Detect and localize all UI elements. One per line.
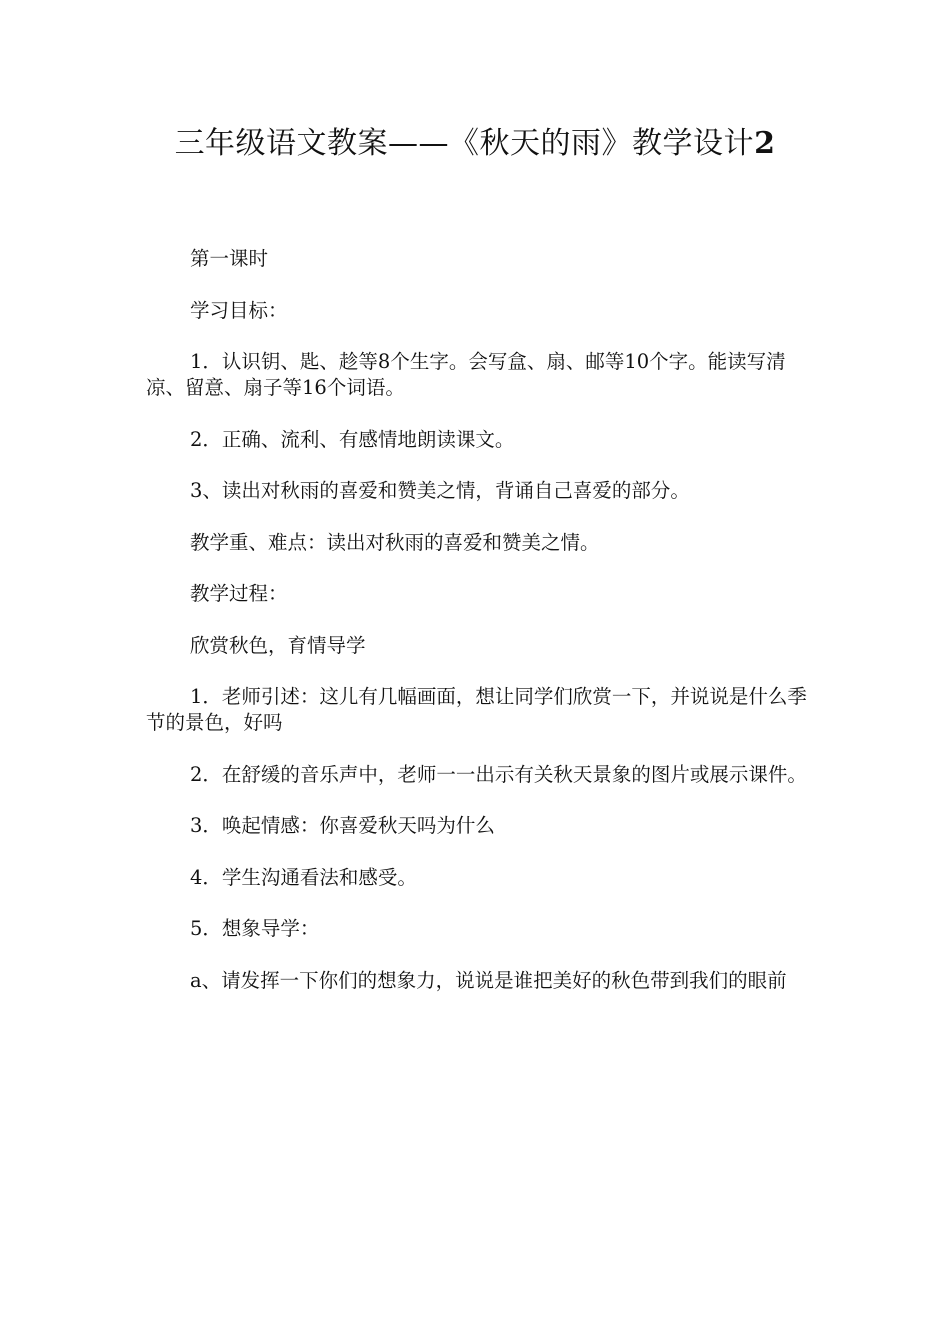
paragraph-step-3: 3．唤起情感：你喜爱秋天吗为什么	[190, 814, 495, 837]
paragraph-step-1: 1．老师引述：这儿有几幅画面，想让同学们欣赏一下，并说说是什么季节的景色，好吗	[146, 685, 807, 734]
paragraph-learning-goals-heading: 学习目标：	[190, 298, 288, 322]
paragraph-step-2: 2．在舒缓的音乐声中，老师一一出示有关秋天景象的图片或展示课件。	[190, 762, 807, 786]
paragraph-step-5a: a、请发挥一下你们的想象力，说说是谁把美好的秋色带到我们的眼前	[190, 968, 787, 992]
paragraph-process-heading: 教学过程：	[190, 582, 288, 605]
paragraph-step-4: 4．学生沟通看法和感受。	[190, 865, 417, 889]
paragraph-lesson-period: 第一课时	[190, 247, 269, 270]
paragraph-key-points: 教学重、难点：读出对秋雨的喜爱和赞美之情。	[190, 530, 600, 554]
paragraph-goal-1: 1．认识钥、匙、趁等8个生字。会写盒、扇、邮等10个字。能读写清凉、留意、扇子等16个词语。	[146, 350, 786, 399]
paragraph-section-heading: 欣赏秋色，育情导学	[190, 633, 366, 657]
title-number: 2	[754, 126, 776, 161]
paragraph-step-5: 5．想象导学：	[190, 917, 320, 940]
paragraph-goal-3: 3、读出对秋雨的喜爱和赞美之情，背诵自己喜爱的部分。	[190, 479, 690, 502]
document-body	[146, 246, 808, 1019]
document-title	[0, 122, 950, 166]
title-text: 三年级语文教案——《秋天的雨》教学设计	[174, 126, 755, 161]
paragraph-goal-2: 2．正确、流利、有感情地朗读课文。	[190, 427, 515, 451]
